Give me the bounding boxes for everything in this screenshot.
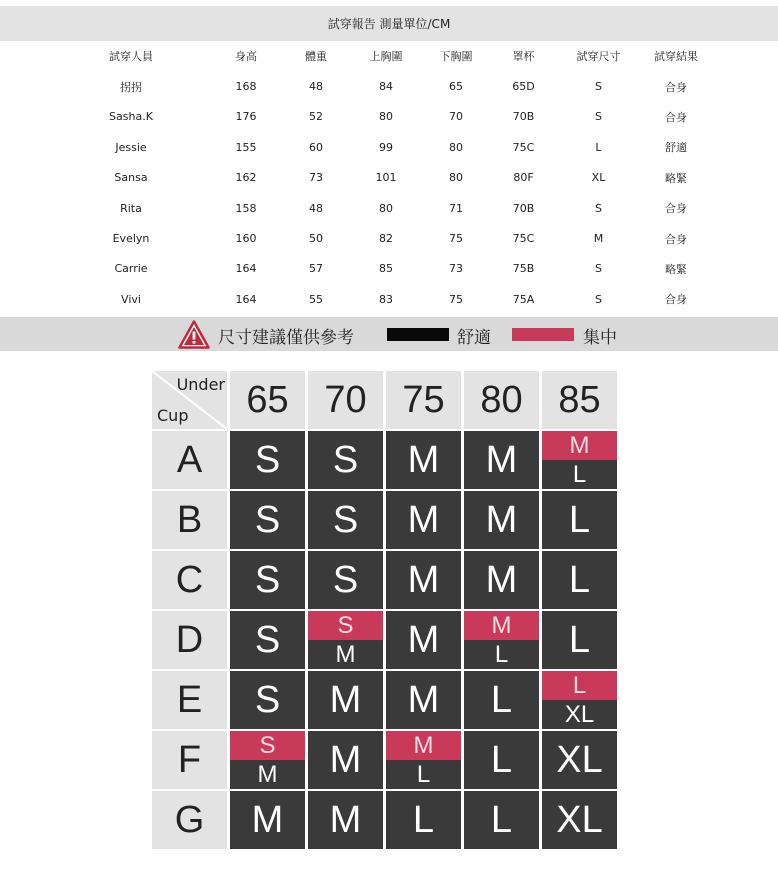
size-cell-snug-value: L	[542, 671, 617, 700]
size-cell-snug-value: M	[542, 431, 617, 460]
fit-table-header-cell: 體重	[305, 50, 327, 64]
legend-bar	[0, 317, 778, 351]
cup-header-a: A	[152, 431, 227, 489]
size-cell: M	[464, 431, 539, 489]
size-cell-snug-value: M	[464, 611, 539, 640]
fit-table-cell: 合身	[665, 232, 687, 246]
fit-table-cell: 50	[309, 232, 323, 246]
size-cell: S	[308, 491, 383, 549]
fit-table-cell: 65	[449, 80, 463, 94]
fit-table-row	[0, 284, 778, 314]
fit-table-cell: 162	[235, 171, 257, 185]
size-cell: M	[308, 671, 383, 729]
fit-table-body	[0, 71, 778, 314]
fit-table-cell: 略緊	[665, 171, 687, 185]
fit-table-cell: 158	[235, 201, 257, 215]
band-header-85: 85	[542, 371, 617, 429]
size-cell: L	[542, 551, 617, 609]
cup-header-g: G	[152, 791, 227, 849]
size-cell: S	[230, 611, 305, 669]
size-cell-comfy-value: L	[386, 760, 461, 789]
fit-table-cell: 80	[379, 201, 393, 215]
fit-table-cell: 168	[235, 80, 257, 94]
size-cell: L	[464, 731, 539, 789]
fit-table-cell: 略緊	[665, 262, 687, 276]
size-cell-snug-value: S	[308, 611, 383, 640]
fit-table-cell: 75	[449, 292, 463, 306]
cup-header-e: E	[152, 671, 227, 729]
fit-table-cell: 75C	[512, 232, 535, 246]
fit-table-cell: 52	[309, 110, 323, 124]
size-cell: M	[308, 791, 383, 849]
size-cell: L	[542, 491, 617, 549]
fit-table-cell: 80F	[513, 171, 534, 185]
size-cell: S	[230, 551, 305, 609]
fit-table-cell: 75A	[512, 292, 535, 306]
fit-table-row	[0, 223, 778, 253]
fit-table-cell: 57	[309, 262, 323, 276]
fit-table-cell: 80	[449, 140, 463, 154]
fit-table-cell: 73	[309, 171, 323, 185]
fit-table-cell: 84	[379, 80, 393, 94]
cup-header-b: B	[152, 491, 227, 549]
fit-table-cell: S	[595, 262, 602, 276]
fit-table-cell: 155	[235, 140, 257, 154]
fit-table-row	[0, 102, 778, 132]
fit-table-cell: 73	[449, 262, 463, 276]
size-cell: S	[230, 491, 305, 549]
fit-table-header-cell: 下胸圍	[439, 50, 473, 64]
fit-table-cell: 176	[235, 110, 257, 124]
fit-table-cell: 70B	[512, 201, 535, 215]
size-cell-snug-value: M	[386, 731, 461, 760]
legend-note: 尺寸建議僅供參考	[218, 328, 354, 348]
size-cell: S	[230, 671, 305, 729]
fit-table-cell: 80	[379, 110, 393, 124]
fit-table-cell: 拐拐	[120, 80, 142, 94]
fit-table-cell: S	[595, 110, 602, 124]
fit-table-cell: 160	[235, 232, 257, 246]
cup-header-d: D	[152, 611, 227, 669]
size-cell: M	[230, 791, 305, 849]
fit-table-cell: 164	[235, 292, 257, 306]
corner-under-label: Under	[176, 375, 225, 394]
size-cell: M	[386, 551, 461, 609]
report-title: 試穿報告 測量單位/CM	[327, 17, 451, 31]
band-header-75: 75	[386, 371, 461, 429]
fit-table-cell: Carrie	[114, 262, 148, 276]
fit-table-cell: 合身	[665, 293, 687, 307]
fit-table-cell: L	[595, 140, 602, 154]
fit-table-header-row	[0, 41, 778, 71]
fit-table-cell: 舒適	[665, 141, 687, 155]
size-cell: XL	[542, 791, 617, 849]
fit-table-row	[0, 71, 778, 101]
warning-triangle-icon	[178, 320, 210, 349]
fit-table-header-cell: 罩杯	[512, 50, 535, 64]
fit-table-cell: 70B	[512, 110, 535, 124]
legend-snug-label: 集中	[583, 328, 617, 348]
size-cell: L	[464, 671, 539, 729]
fit-table-cell: 101	[375, 171, 397, 185]
fit-table-cell: 70	[449, 110, 463, 124]
size-cell: M	[464, 491, 539, 549]
fit-table-cell: 164	[235, 262, 257, 276]
fit-table-cell: 83	[379, 292, 393, 306]
size-cell: L	[386, 791, 461, 849]
fit-table-cell: S	[595, 201, 602, 215]
fit-table-cell: M	[593, 232, 604, 246]
fit-table-cell: 82	[379, 232, 393, 246]
report-title-bar	[0, 6, 778, 41]
snug-swatch	[512, 328, 574, 341]
fit-table-cell: S	[595, 80, 602, 94]
comfy-swatch	[387, 328, 449, 341]
size-cell: L	[542, 611, 617, 669]
fit-table-cell: 48	[309, 201, 323, 215]
fit-table-cell: Rita	[120, 201, 142, 215]
cup-header-c: C	[152, 551, 227, 609]
size-cell-comfy-value: L	[464, 640, 539, 669]
size-chart-corner	[152, 371, 227, 429]
corner-cup-label: Cup	[157, 406, 189, 425]
size-cell: M	[386, 431, 461, 489]
fit-table-cell: 60	[309, 140, 323, 154]
size-cell: M	[308, 731, 383, 789]
size-cell: M	[464, 551, 539, 609]
fit-table-row	[0, 163, 778, 193]
size-cell: XL	[542, 731, 617, 789]
size-cell: M	[386, 611, 461, 669]
fit-table-header-cell: 身高	[235, 50, 257, 64]
fit-table-cell: 48	[309, 80, 323, 94]
fit-table-row	[0, 254, 778, 284]
size-cell-comfy-value: XL	[542, 700, 617, 729]
size-cell: L	[464, 791, 539, 849]
band-header-80: 80	[464, 371, 539, 429]
legend-comfy-label: 舒適	[457, 328, 491, 348]
fit-table-cell: Evelyn	[112, 232, 150, 246]
fit-table-cell: 75	[449, 232, 463, 246]
fit-table-row	[0, 132, 778, 162]
fit-table-cell: 合身	[665, 202, 687, 216]
fit-table-cell: Sansa	[114, 171, 148, 185]
fit-report-table	[0, 41, 778, 315]
band-header-70: 70	[308, 371, 383, 429]
fit-table-cell: 71	[449, 201, 463, 215]
size-cell: S	[308, 431, 383, 489]
size-cell: M	[386, 491, 461, 549]
fit-table-cell: 65D	[512, 80, 535, 94]
size-chart-grid	[152, 371, 617, 849]
size-cell-comfy-value: L	[542, 460, 617, 489]
size-cell-comfy-value: M	[230, 760, 305, 789]
fit-table-row	[0, 193, 778, 223]
size-cell	[230, 731, 305, 789]
size-cell	[542, 431, 617, 489]
cup-header-f: F	[152, 731, 227, 789]
fit-table-header-cell: 試穿結果	[654, 50, 698, 64]
fit-table-cell: Jessie	[115, 140, 147, 154]
size-cell-comfy-value: M	[308, 640, 383, 669]
fit-table-header-cell: 試穿尺寸	[576, 50, 621, 64]
size-cell: S	[308, 551, 383, 609]
fit-table-cell: 75B	[512, 262, 535, 276]
band-header-65: 65	[230, 371, 305, 429]
fit-table-cell: Vivi	[121, 292, 141, 306]
fit-table-header-cell: 上胸圍	[369, 50, 403, 64]
fit-table-cell: 55	[309, 292, 323, 306]
fit-table-cell: 合身	[665, 110, 687, 124]
fit-table-cell: 85	[379, 262, 393, 276]
size-cell	[308, 611, 383, 669]
fit-table-cell: 99	[379, 140, 393, 154]
fit-table-header-cell: 試穿人員	[109, 50, 153, 64]
fit-table-cell: XL	[591, 171, 606, 185]
fit-table-cell: 80	[449, 171, 463, 185]
fit-table-cell: 75C	[512, 140, 535, 154]
size-cell-snug-value: S	[230, 731, 305, 760]
size-cell	[542, 671, 617, 729]
size-cell	[464, 611, 539, 669]
size-cell: M	[386, 671, 461, 729]
fit-table-cell: Sasha.K	[109, 110, 153, 124]
fit-table-cell: S	[595, 292, 602, 306]
size-cell: S	[230, 431, 305, 489]
fit-table-cell: 合身	[665, 80, 687, 94]
size-cell	[386, 731, 461, 789]
